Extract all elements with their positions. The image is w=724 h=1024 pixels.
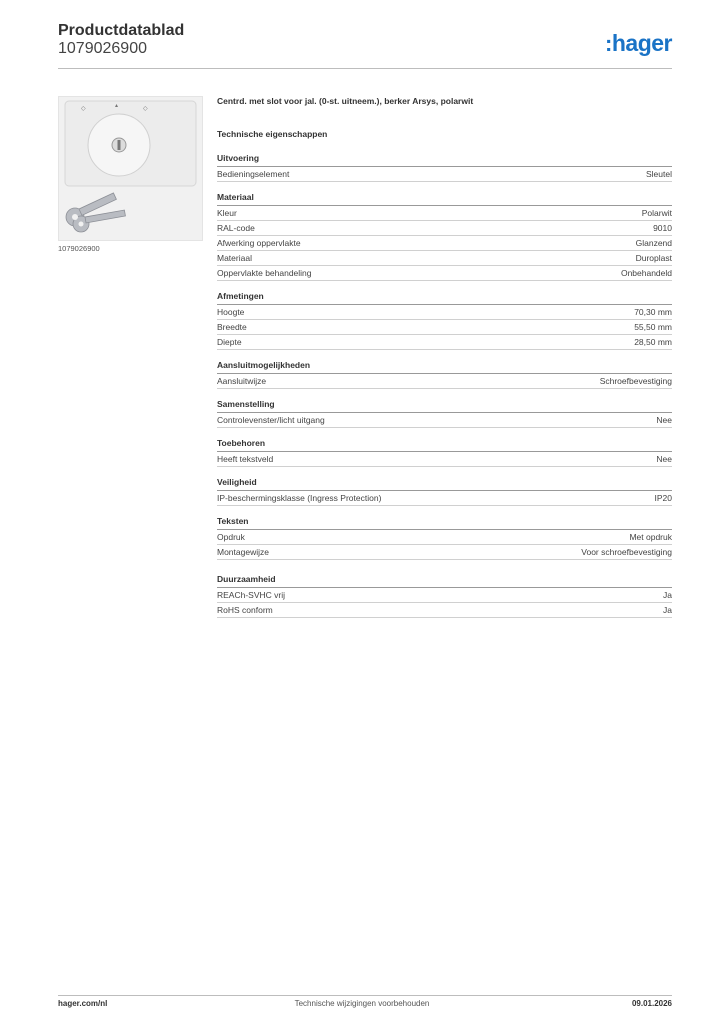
table-row	[217, 374, 672, 389]
section-veiligheid	[217, 477, 672, 506]
hager-logo	[605, 30, 672, 57]
section-duurzaamheid	[217, 574, 672, 618]
tech-properties-title: Technische eigenschappen	[217, 129, 328, 139]
section-toebehoren	[217, 438, 672, 467]
row-label: Afwerking oppervlakte	[217, 238, 301, 248]
row-label: IP-beschermingsklasse (Ingress Protection)	[217, 493, 382, 503]
row-value: 9010	[653, 223, 672, 233]
row-value: Ja	[663, 590, 672, 600]
table-row	[217, 491, 672, 506]
table-row	[217, 530, 672, 545]
product-description: Centrd. met slot voor jal. (0-st. uitneem.), berker Arsys, polarwit	[217, 96, 474, 106]
table-row	[217, 413, 672, 428]
section-aansluitmogelijkheden	[217, 360, 672, 389]
row-value: IP20	[654, 493, 672, 503]
table-row	[217, 305, 672, 320]
footer-website[interactable]: hager.com/nl	[58, 999, 108, 1008]
section-uitvoering	[217, 153, 672, 182]
row-value: Onbehandeld	[620, 268, 672, 278]
row-label: REACh-SVHC vrij	[217, 590, 286, 600]
row-label: Oppervlakte behandeling	[217, 268, 312, 278]
table-row	[217, 335, 672, 350]
svg-text:◇: ◇	[81, 105, 86, 112]
row-label: Heeft tekstveld	[217, 454, 274, 464]
section-title: Materiaal	[217, 192, 672, 206]
row-label: Kleur	[217, 208, 237, 218]
row-label: Bedieningselement	[217, 169, 290, 179]
row-value: 55,50 mm	[634, 322, 672, 332]
table-row	[217, 266, 672, 281]
section-teksten	[217, 516, 672, 560]
row-value: Polarwit	[641, 208, 672, 218]
section-title: Veiligheid	[217, 477, 672, 491]
table-row	[217, 545, 672, 560]
section-afmetingen	[217, 291, 672, 350]
product-image	[58, 96, 203, 241]
row-label: RoHS conform	[217, 605, 273, 615]
section-title: Toebehoren	[217, 438, 672, 452]
section-samenstelling	[217, 399, 672, 428]
row-value: 28,50 mm	[634, 337, 672, 347]
row-value: Schroefbevestiging	[599, 376, 672, 386]
page-title: Productdatablad	[58, 22, 185, 39]
row-value: Glanzend	[635, 238, 672, 248]
table-row	[217, 588, 672, 603]
row-label: Breedte	[217, 322, 247, 332]
table-row	[217, 206, 672, 221]
footer-divider	[58, 995, 672, 996]
table-row	[217, 167, 672, 182]
table-row	[217, 236, 672, 251]
table-row	[217, 452, 672, 467]
table-row	[217, 251, 672, 266]
section-title: Samenstelling	[217, 399, 672, 413]
table-row	[217, 221, 672, 236]
section-title: Teksten	[217, 516, 672, 530]
footer-disclaimer: Technische wijzigingen voorbehouden	[294, 999, 430, 1008]
section-title: Uitvoering	[217, 153, 672, 167]
content	[217, 96, 672, 618]
row-label: Controlevenster/licht uitgang	[217, 415, 325, 425]
table-row	[217, 603, 672, 618]
section-title: Duurzaamheid	[217, 574, 672, 588]
row-label: Opdruk	[217, 532, 245, 542]
row-value: Sleutel	[646, 169, 672, 179]
row-label: Materiaal	[217, 253, 252, 263]
row-label: Hoogte	[217, 307, 245, 317]
row-value: 70,30 mm	[634, 307, 672, 317]
product-illustration	[59, 97, 202, 240]
section-title: Aansluitmogelijkheden	[217, 360, 672, 374]
row-value: Voor schroefbevestiging	[581, 547, 672, 557]
row-value: Met opdruk	[629, 532, 672, 542]
header-divider	[58, 68, 672, 69]
row-value: Ja	[663, 605, 672, 615]
row-value: Nee	[656, 454, 672, 464]
row-label: RAL-code	[217, 223, 255, 233]
logo-text: hager	[611, 30, 672, 56]
product-number: 1079026900	[58, 40, 147, 57]
logo-dots: :	[605, 31, 612, 56]
table-row	[217, 320, 672, 335]
row-label: Montagewijze	[217, 547, 269, 557]
footer-date: 09.01.2026	[631, 999, 672, 1008]
section-title: Afmetingen	[217, 291, 672, 305]
row-label: Diepte	[217, 337, 242, 347]
svg-text:◇: ◇	[143, 105, 148, 112]
image-caption: 1079026900	[58, 244, 100, 253]
row-value: Nee	[656, 415, 672, 425]
section-materiaal	[217, 192, 672, 281]
row-value: Duroplast	[635, 253, 672, 263]
row-label: Aansluitwijze	[217, 376, 267, 386]
svg-text:▴: ▴	[115, 102, 119, 109]
